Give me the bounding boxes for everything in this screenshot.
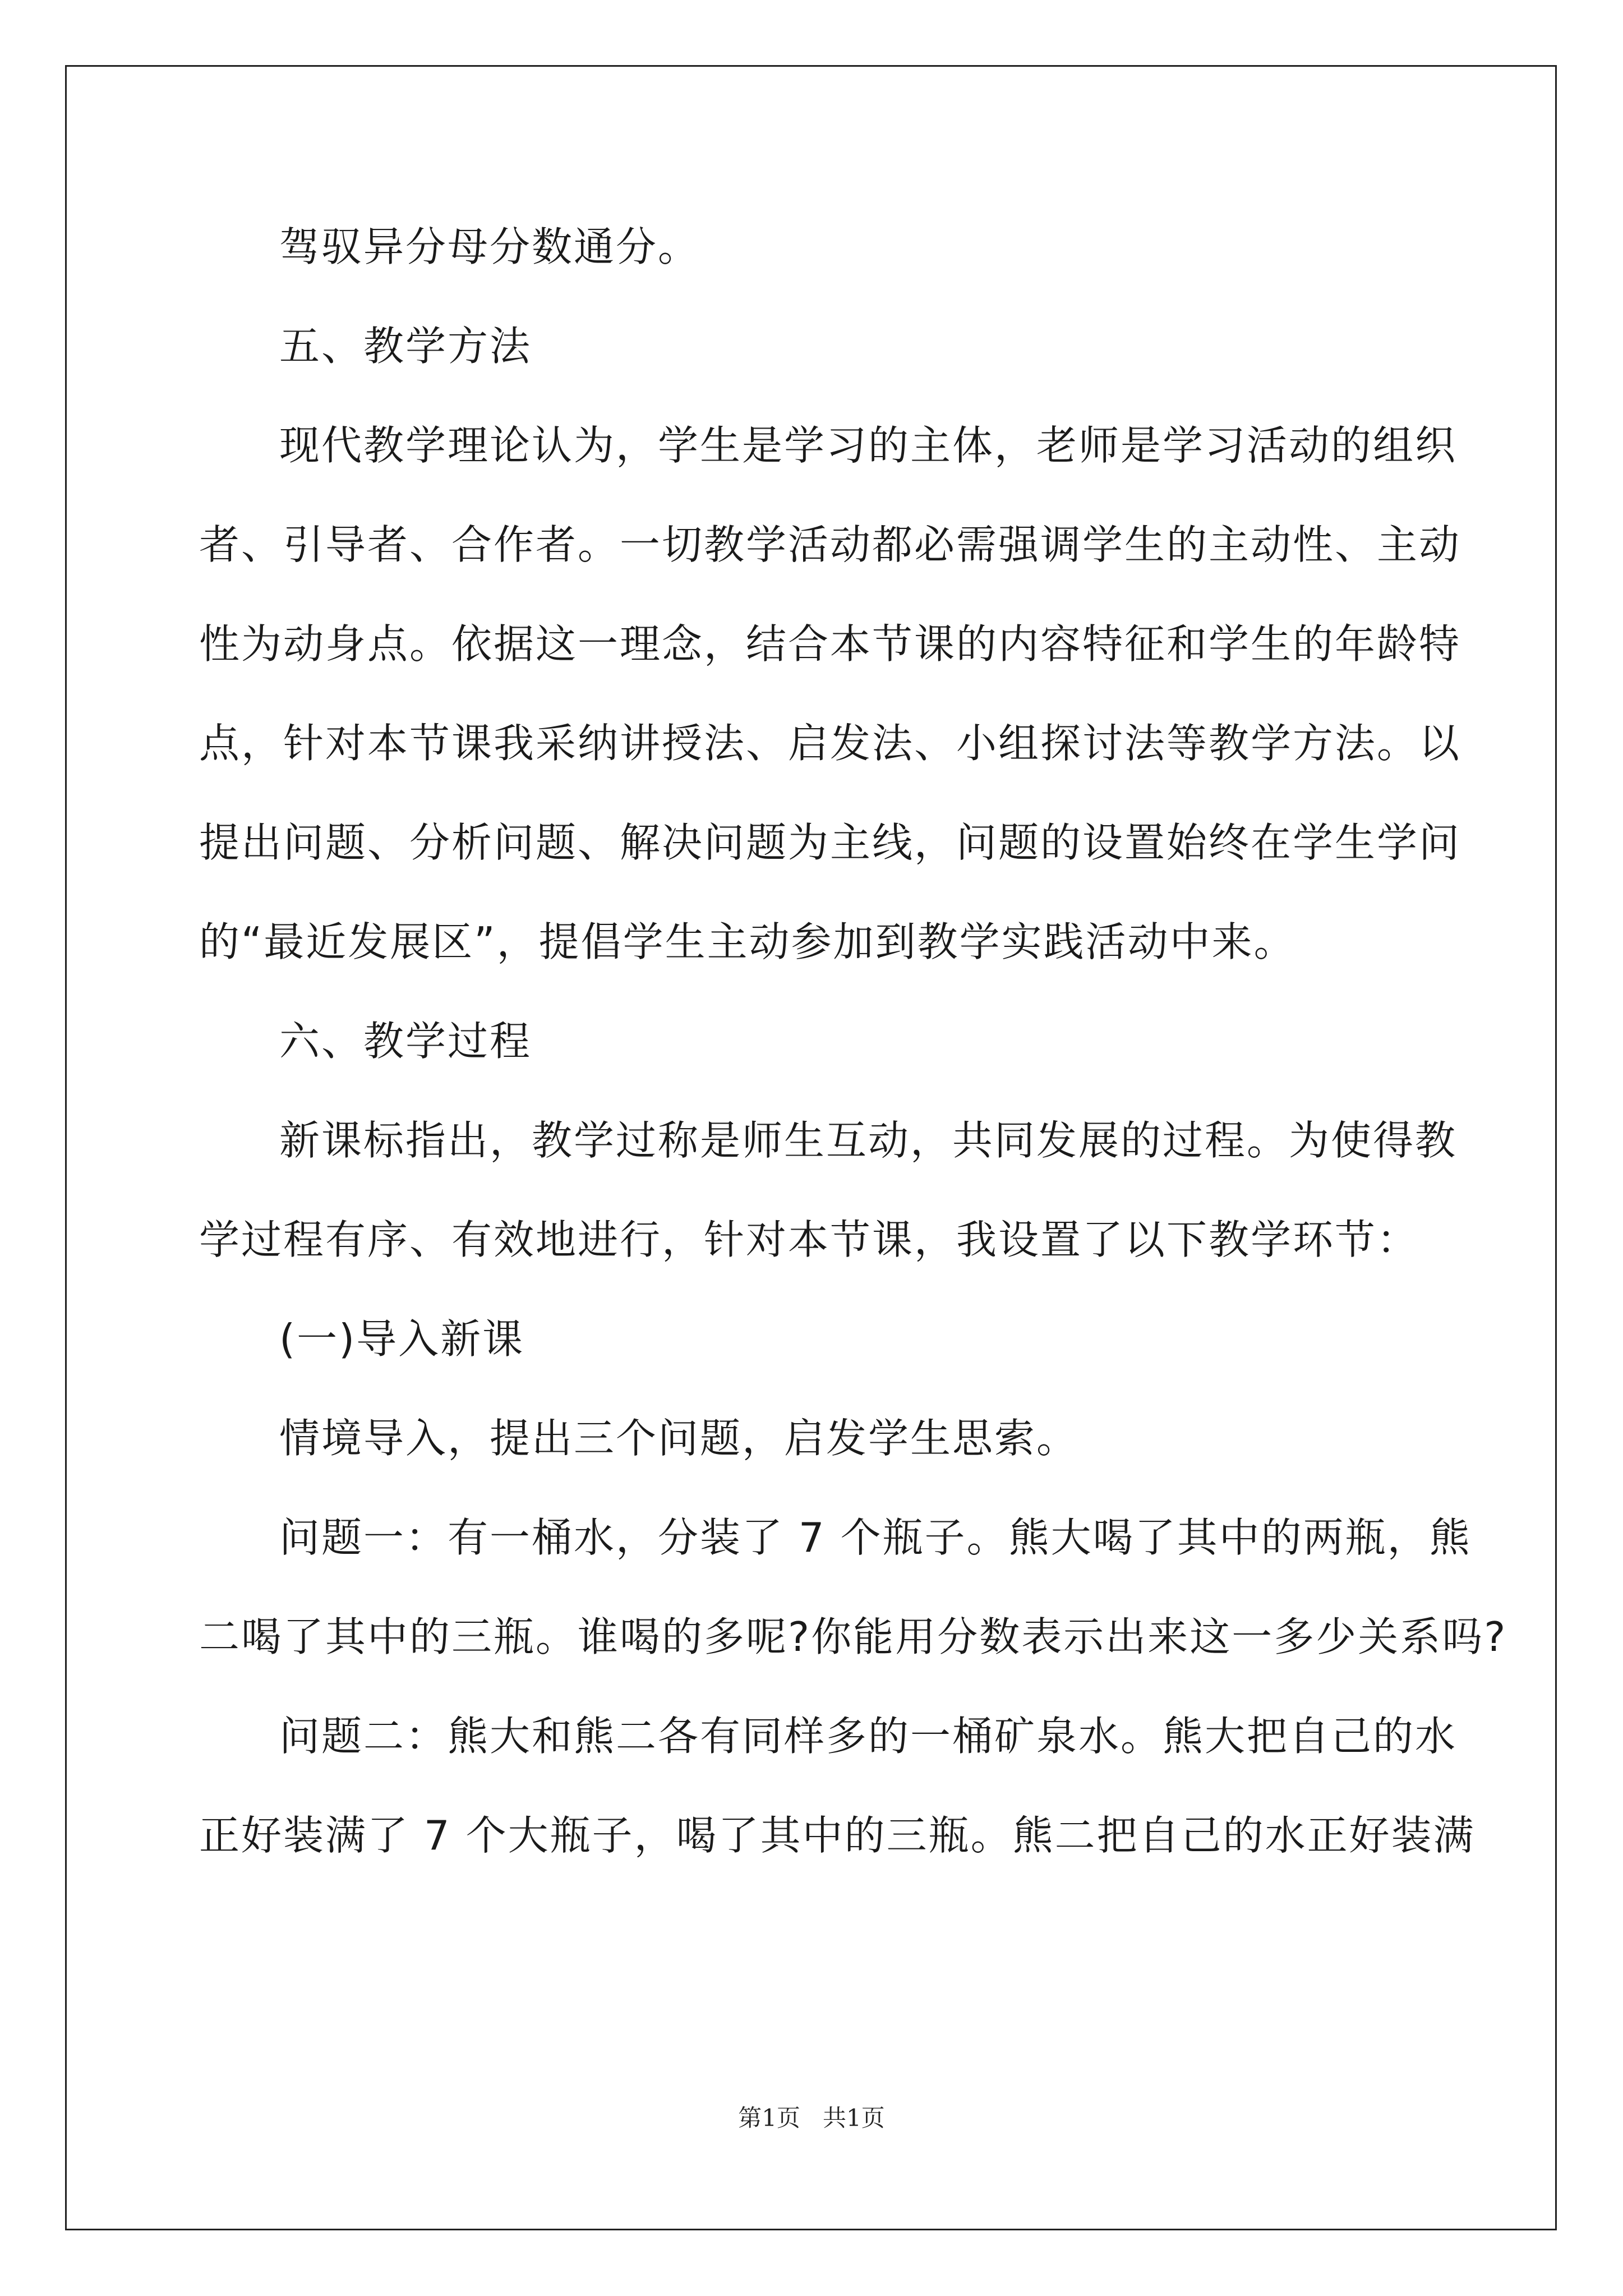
paragraph-line: 者、引导者、合作者。一切教学活动都必需强调学生的主动性、主动: [199, 521, 1461, 568]
subsection-heading: (一)导入新课: [279, 1315, 525, 1363]
paragraph-line: 的“最近发展区”，提倡学生主动参加到教学实践活动中来。: [199, 918, 1296, 965]
paragraph-line: 问题一：有一桶水，分装了 7 个瓶子。熊大喝了其中的两瓶，熊: [279, 1514, 1472, 1561]
paragraph-line: 学过程有序、有效地进行，针对本节课，我设置了以下教学环节：: [199, 1216, 1419, 1263]
page-number-total: 共1页: [823, 2104, 885, 2132]
paragraph-line: 二喝了其中的三瓶。谁喝的多呢?你能用分数表示出来这一多少关系吗?: [199, 1613, 1507, 1660]
paragraph-line: 情境导入，提出三个问题，启发学生思索。: [279, 1415, 1079, 1462]
page-footer: [0, 2101, 1623, 2135]
page-number-current: 第1页: [738, 2104, 800, 2132]
paragraph-line: 问题二：熊大和熊二各有同样多的一桶矿泉水。熊大把自己的水: [279, 1713, 1458, 1760]
paragraph-line: 现代教学理论认为，学生是学习的主体，老师是学习活动的组织: [279, 422, 1458, 469]
paragraph-line: 点，针对本节课我采纳讲授法、启发法、小组探讨法等教学方法。以: [199, 720, 1461, 767]
paragraph-line: 提出问题、分析问题、解决问题为主线，问题的设置始终在学生学问: [199, 819, 1461, 866]
paragraph-line: 驾驭异分母分数通分。: [279, 223, 700, 270]
paragraph-line: 正好装满了 7 个大瓶子，喝了其中的三瓶。熊二把自己的水正好装满: [199, 1812, 1476, 1859]
paragraph-line: 新课标指出，教学过称是师生互动，共同发展的过程。为使得教: [279, 1117, 1458, 1164]
section-heading: 六、教学过程: [279, 1018, 532, 1065]
section-heading: 五、教学方法: [279, 323, 532, 370]
paragraph-line: 性为动身点。依据这一理念，结合本节课的内容特征和学生的年龄特: [199, 620, 1461, 668]
